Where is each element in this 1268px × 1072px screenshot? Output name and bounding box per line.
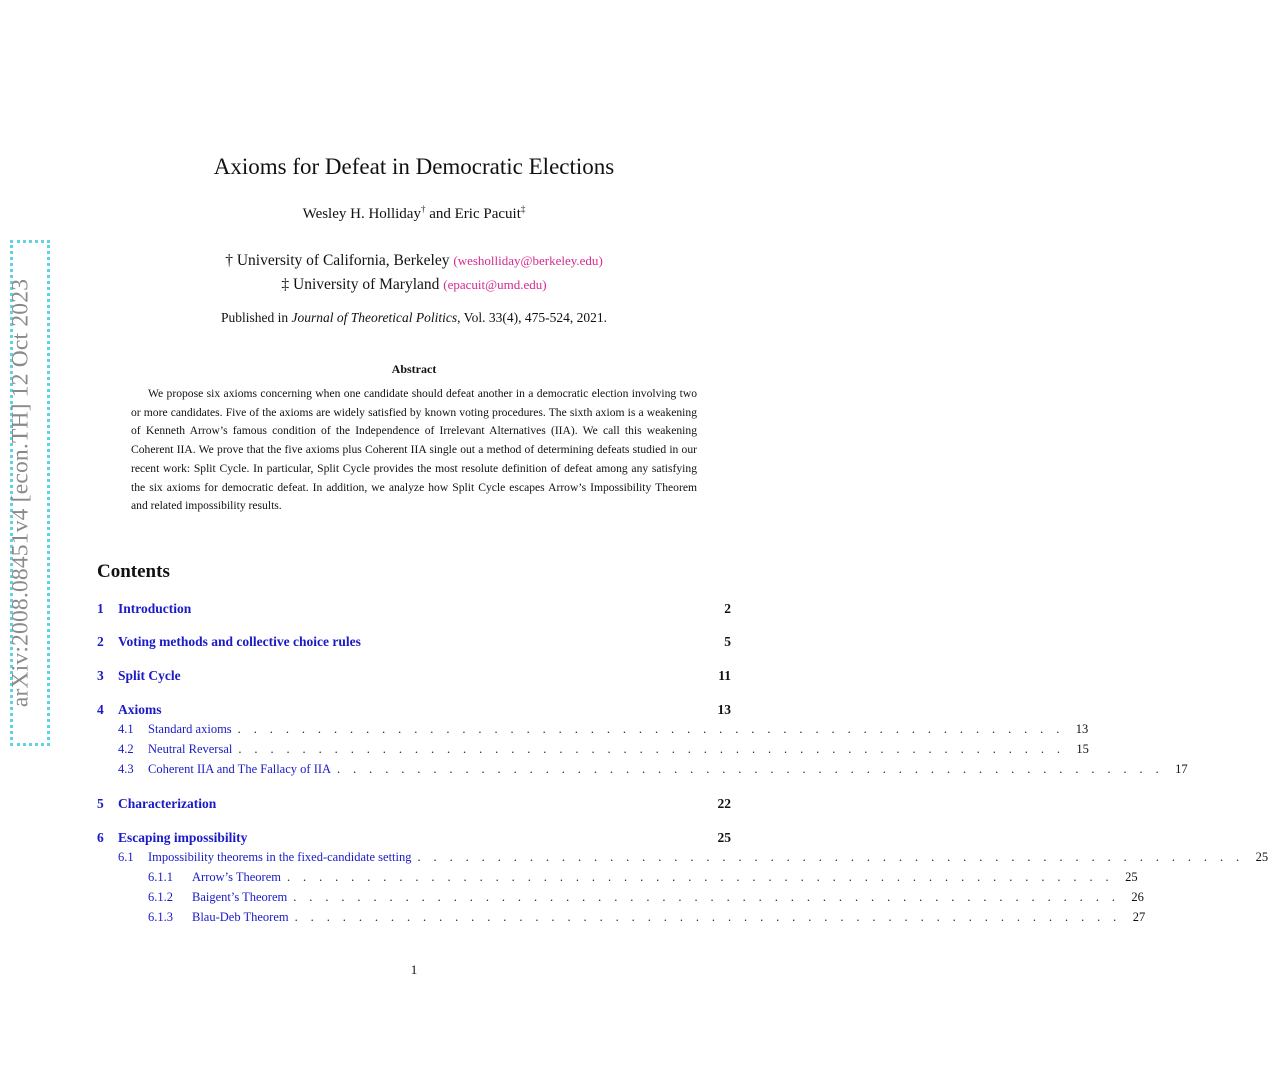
toc-section-link[interactable]: Voting methods and collective choice rules bbox=[118, 634, 361, 649]
toc-subsubsection-baigents-theorem[interactable] bbox=[97, 890, 1144, 908]
author-line bbox=[0, 204, 828, 223]
affiliation-mark: ‡ bbox=[281, 276, 290, 293]
toc-subsection-link[interactable]: Coherent IIA and The Fallacy of IIA bbox=[148, 762, 332, 776]
affiliation-line bbox=[0, 276, 828, 294]
toc-subsection-coherent-iia[interactable] bbox=[97, 762, 1188, 780]
affiliation-line bbox=[0, 252, 828, 270]
toc-subsection-number: 6.1.1 bbox=[148, 870, 173, 884]
toc-subsection-link[interactable]: Standard axioms bbox=[148, 722, 232, 736]
toc-page-number: 17 bbox=[1175, 762, 1188, 776]
toc-dot-leader: . . . . . . . . . . . . . . . . . . . . . . . . . . . . . . . . . . . . . . . . . . . . . . . . . . . . bbox=[237, 722, 1065, 736]
email-link[interactable]: epacuit@umd.edu bbox=[447, 277, 543, 292]
publication-details: , Vol. 33(4), 475-524, 2021. bbox=[457, 310, 607, 325]
toc-subsection-link[interactable]: Arrow’s Theorem bbox=[192, 870, 281, 884]
toc-page-number: 11 bbox=[718, 668, 731, 683]
toc-section-number: 1 bbox=[97, 601, 104, 616]
journal-name: Journal of Theoretical Politics bbox=[291, 310, 458, 325]
toc-page-number: 13 bbox=[717, 702, 731, 717]
toc-section-number: 4 bbox=[97, 702, 104, 717]
toc-page-number: 26 bbox=[1131, 890, 1144, 904]
toc-section-link[interactable]: Split Cycle bbox=[118, 668, 181, 683]
affiliation-institution: University of Maryland bbox=[293, 276, 440, 293]
toc-subsection-impossibility-theorems[interactable] bbox=[97, 850, 1268, 868]
toc-subsection-number: 4.3 bbox=[118, 762, 134, 776]
toc-page-number: 13 bbox=[1075, 722, 1089, 736]
toc-subsection-number: 6.1.2 bbox=[148, 890, 173, 904]
publication-note bbox=[0, 310, 828, 326]
toc-dot-leader: . . . . . . . . . . . . . . . . . . . . . . . . . . . . . . . . . . . . . . . . . . . . . . . . . . . . bbox=[238, 742, 1065, 756]
toc-subsection-number: 4.2 bbox=[118, 742, 134, 756]
author-name: Eric Pacuit bbox=[454, 206, 521, 222]
toc-subsection-link[interactable]: Neutral Reversal bbox=[148, 742, 233, 756]
email-paren: ( bbox=[443, 277, 448, 292]
toc-page-number: 27 bbox=[1132, 910, 1146, 924]
author-name: Wesley H. Holliday bbox=[302, 206, 421, 222]
abstract-text: We propose six axioms concerning when one candidate should defeat another in a democratic election involving two or more candidates. Five of the axioms are widely satisfied by known voting procedures. The sixth axiom is a weakening of Kenneth Arrow’s famous condition of the Independence of Irrelevant Alternatives (IIA). We call this weakening Coherent IIA. We prove that the five axioms plus Coherent IIA single out a method of determining defeats studied in our recent work: Split Cycle. In particular, Split Cycle provides the most resolute definition of defeat among any satisfying the six axioms for democratic defeat. In addition, we analyze how Split Cycle escapes Arrow’s Impossibility Theorem and related impossibility results. bbox=[131, 387, 697, 513]
toc-section-voting-methods[interactable] bbox=[97, 634, 731, 652]
toc-page-number: 25 bbox=[1125, 870, 1138, 884]
contents-heading: Contents bbox=[97, 561, 170, 582]
toc-subsubsection-arrows-theorem[interactable] bbox=[97, 870, 1138, 888]
publication-prefix: Published in bbox=[220, 310, 292, 325]
toc-section-introduction[interactable] bbox=[97, 601, 731, 619]
paper-title: Axioms for Defeat in Democratic Elections bbox=[213, 154, 615, 179]
toc-section-number: 6 bbox=[97, 830, 104, 845]
affiliation-institution: University of California, Berkeley bbox=[236, 252, 450, 269]
toc-subsubsection-blau-deb-theorem[interactable] bbox=[97, 910, 1146, 928]
toc-subsection-number: 4.1 bbox=[118, 722, 134, 736]
toc-subsection-number: 6.1.3 bbox=[148, 910, 173, 924]
toc-page-number: 22 bbox=[717, 796, 731, 811]
affiliation-mark: † bbox=[225, 252, 233, 269]
toc-subsection-neutral-reversal[interactable] bbox=[97, 742, 1089, 760]
toc-dot-leader: . . . . . . . . . . . . . . . . . . . . . . . . . . . . . . . . . . . . . . . . . . . . . . . . . . . . bbox=[286, 870, 1114, 884]
toc-page-number: 15 bbox=[1076, 742, 1089, 756]
toc-section-number: 2 bbox=[97, 634, 104, 649]
toc-section-link[interactable]: Characterization bbox=[118, 796, 217, 811]
email-paren: ) bbox=[598, 253, 603, 268]
abstract-heading: Abstract bbox=[391, 362, 437, 376]
toc-section-split-cycle[interactable] bbox=[97, 668, 731, 686]
toc-subsection-number: 6.1 bbox=[118, 850, 134, 864]
toc-section-link[interactable]: Escaping impossibility bbox=[118, 830, 248, 845]
email-paren: ( bbox=[453, 253, 458, 268]
author-conjunction: and bbox=[425, 206, 455, 222]
email-paren: ) bbox=[542, 277, 547, 292]
toc-section-characterization[interactable] bbox=[97, 796, 731, 814]
toc-section-number: 5 bbox=[97, 796, 104, 811]
author-mark: ‡ bbox=[520, 204, 526, 214]
toc-section-axioms[interactable] bbox=[97, 702, 731, 720]
toc-page-number: 2 bbox=[724, 601, 731, 616]
toc-subsection-link[interactable]: Baigent’s Theorem bbox=[192, 890, 288, 904]
toc-subsection-standard-axioms[interactable] bbox=[97, 722, 1089, 740]
toc-subsection-link[interactable]: Blau-Deb Theorem bbox=[192, 910, 289, 924]
toc-subsection-link[interactable]: Impossibility theorems in the fixed-candidate setting bbox=[148, 850, 412, 864]
toc-page-number: 25 bbox=[717, 830, 731, 845]
toc-section-link[interactable]: Axioms bbox=[118, 702, 162, 717]
toc-dot-leader: . . . . . . . . . . . . . . . . . . . . . . . . . . . . . . . . . . . . . . . . . . . . . . . . . . . . bbox=[417, 850, 1245, 864]
toc-section-escaping-impossibility[interactable] bbox=[97, 830, 731, 848]
page-number: 1 bbox=[410, 962, 418, 977]
toc-dot-leader: . . . . . . . . . . . . . . . . . . . . . . . . . . . . . . . . . . . . . . . . . . . . . . . . . . . . bbox=[337, 762, 1164, 776]
author-mark: † bbox=[420, 204, 426, 214]
toc-dot-leader: . . . . . . . . . . . . . . . . . . . . . . . . . . . . . . . . . . . . . . . . . . . . . . . . . . . . bbox=[294, 910, 1122, 924]
toc-page-number: 25 bbox=[1255, 850, 1268, 864]
toc-dot-leader: . . . . . . . . . . . . . . . . . . . . . . . . . . . . . . . . . . . . . . . . . . . . . . . . . . . . bbox=[293, 890, 1120, 904]
email-link[interactable]: wesholliday@berkeley.edu bbox=[457, 253, 599, 268]
arxiv-stamp: arXiv:2008.08451v4 [econ.TH] 12 Oct 2023 bbox=[7, 278, 34, 708]
toc-page-number: 5 bbox=[724, 634, 731, 649]
toc-section-number: 3 bbox=[97, 668, 104, 683]
toc-section-link[interactable]: Introduction bbox=[118, 601, 192, 616]
